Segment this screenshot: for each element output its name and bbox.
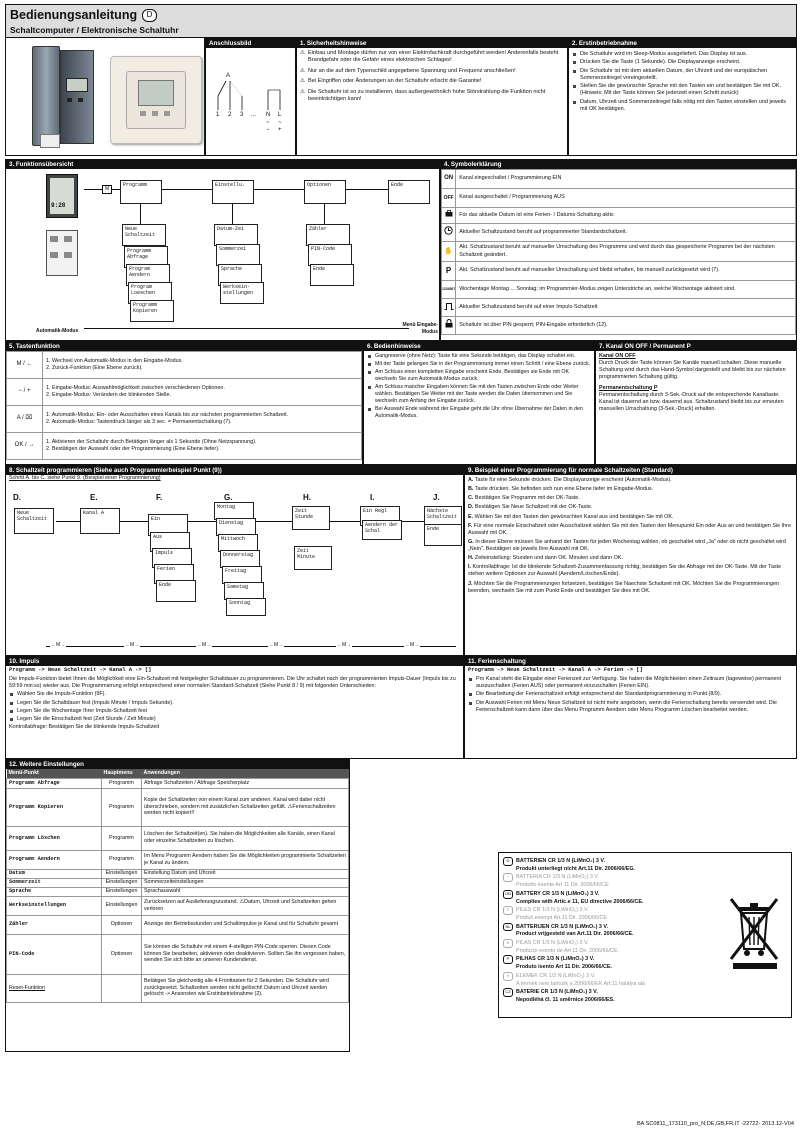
menu-box-einstellungen: Einstellu. bbox=[212, 180, 254, 204]
symbol-row: 1234567 Wochentage Montag ... Sonntag; im Programmier-Modus zeigen Unterstriche an, welche Wochentage aktiviert sind. bbox=[442, 281, 796, 299]
screen-g-day: Mittwoch bbox=[218, 534, 258, 552]
first-start-item: Drücken Sie die Taste (1 Sekunde). Die Displayanzeige erscheint. bbox=[572, 59, 793, 66]
permanent-text: Permanentschaltung durch 3-Sek.-Druck auf die entsprechende Kanaltaste. Kanal ist dauernd an bzw. dauernd aus. Schaltzustand bleibt bis zur erneuten manuellen Umschaltung (3-Sek.-Druck) erhalten. bbox=[599, 391, 784, 412]
sign-minus: − bbox=[266, 127, 270, 133]
wiring-diagram bbox=[206, 48, 295, 156]
note-item: Gangreserve (ohne Netz): Taste für eine Sekunde betätigen, das Display schaltet ein. bbox=[367, 353, 591, 360]
din-rail-device-front bbox=[60, 50, 94, 144]
m-key[interactable] bbox=[50, 236, 58, 242]
step-e: E. bbox=[90, 493, 98, 502]
lang-badge: D bbox=[142, 9, 158, 22]
step-h: H. bbox=[303, 493, 311, 502]
battery-row: CZ BATERIE CR 1/3 N (LiMnO₂) 3 V. Nepodléhá čl. 11 směrnice 2006/66/ES. bbox=[503, 988, 723, 1003]
section-first-start-title: 2. Erstinbetriebnahme bbox=[569, 39, 796, 48]
terminal-3: 3 bbox=[240, 112, 244, 118]
warning-icon: ⚠ bbox=[300, 78, 306, 85]
country-badge: CZ bbox=[503, 988, 513, 997]
permanent-subtitle: Permanentschaltung P bbox=[599, 384, 658, 391]
return-arrow-m: ←M→ bbox=[405, 642, 420, 648]
plus-key[interactable] bbox=[64, 252, 72, 258]
section-operation-notes bbox=[363, 341, 595, 465]
key-row: OK / → 1. Aktivieren der Schaltuhr durch Betätigen länger als 1 Sekunde (Ohne Netzspannung). 2. Bestätigen der Auswahl oder der Programmierung (Eine Ebene tiefer). bbox=[7, 433, 362, 460]
settings-row: Sommerzeit Einstellungen Sommerzeiteinstellungen bbox=[7, 878, 349, 887]
settings-table bbox=[6, 769, 349, 1003]
m-label: M bbox=[102, 185, 112, 194]
screen-d: Neue Schaltzeit bbox=[14, 508, 54, 534]
key-row: M / ← 1. Wechsel von Automatik-Modus in den Eingabe-Modus. 2. Zurück-Funktion (Eine Ebene zurück). bbox=[7, 352, 362, 379]
screen-g-day: Freitag bbox=[222, 566, 262, 584]
example-step: B. Taste drücken. Sie befinden sich nun eine Ebene tiefer im Eingabe-Modus. bbox=[468, 486, 654, 493]
step-g: G. bbox=[224, 493, 233, 502]
section-first-start bbox=[568, 38, 797, 156]
minus-key[interactable] bbox=[50, 252, 58, 258]
step-f: F. bbox=[156, 493, 163, 502]
safety-item: ⚠ Bei Eingriffen oder Änderungen an der Schaltuhr erlischt die Garantie! bbox=[300, 78, 482, 85]
country-badge: E bbox=[503, 939, 513, 948]
battery-row: H ELEMEK CR 1/3 N (LiMnO₂) 3 V. A termék nem tartozik a 2006/66/EK Art.11 hatálya alá bbox=[503, 972, 723, 987]
screen-f-ferien: Ferien bbox=[154, 564, 194, 584]
terminal-1: 1 bbox=[216, 112, 220, 118]
settings-header-row bbox=[7, 769, 349, 778]
battery-row: F PILES CR 1/3 N (LiMnO₂) 3 V. Produit exempt Art.11 Dir. 2006/66/CE. bbox=[503, 906, 723, 921]
screen-f-ende: Ende bbox=[156, 580, 196, 602]
warning-icon: ⚠ bbox=[300, 50, 306, 56]
channel-subtitle: Kanal ON OFF bbox=[599, 353, 636, 359]
battery-row: I BATTERIA CR 1/3 N (LiMnO₂) 3 V. Prodotto esente Art 11 Dir. 2006/66/CE bbox=[503, 873, 723, 888]
key-channel-icon: A / ⌧ bbox=[7, 406, 43, 433]
screen-h: Zeit Stunde bbox=[292, 506, 330, 530]
menu-box-ende: Ende bbox=[388, 180, 430, 204]
section-impulse bbox=[5, 656, 464, 759]
submenu-zaehler: Zähler bbox=[306, 224, 350, 246]
section-safety-title: 1. Sicherheitshinweise bbox=[297, 39, 567, 48]
screen-i: Ein Regl bbox=[360, 506, 400, 526]
example-step: F. Für eine normale Einschaltzeit oder Ausschaltzeit wählen Sie mit den Tasten den Menupunkt Ein oder Aus an und bestätigen Sie Ihre Auswahl mit OK. bbox=[468, 522, 791, 536]
lock-icon bbox=[442, 317, 456, 335]
screen-f-aus: Aus bbox=[150, 532, 190, 552]
note-item: Am Schluss mancher Eingaben können Sie mit den Tasten zwischen Ende oder Weiter wählen. Bestätigen Sie Weiter mit der Taste werden die Daten übernommen und Sie wechseln zum Anfang der Eingabe zurück. bbox=[367, 384, 591, 405]
impulse-item: Legen Sie die Schaltdauer fest (Impuls Minute / Impuls Sekunde). bbox=[9, 700, 460, 707]
symbol-row: OFF Kanal ausgeschaltet / Programmierung AUS bbox=[442, 189, 796, 208]
section-symbols-title: 4. Symbolerklärung bbox=[441, 160, 796, 169]
country-badge: I bbox=[503, 873, 513, 882]
keys-table bbox=[6, 351, 362, 460]
settings-row: Programm Löschen Programm Löschen der Schaltzeit(en). Sie haben die Möglichkeiten alle Kanäle, einen Kanal oder einzelne Schaltzeiten zu löschen. bbox=[7, 826, 349, 850]
submenu-programm-kopieren: Programm Kopieren bbox=[130, 300, 174, 322]
impulse-item: Wählen Sie die Impuls-Funktion (9F). bbox=[9, 691, 460, 698]
section-channel-title: 7. Kanal ON OFF / Permanent P bbox=[596, 342, 796, 351]
section-holiday-title: 11. Ferienschaltung bbox=[465, 657, 796, 666]
screen-g: Montag bbox=[214, 502, 254, 520]
return-arrow-m: ←M→ bbox=[197, 642, 212, 648]
sign-l-ac: ~ bbox=[278, 120, 282, 126]
terminal-l: L bbox=[278, 112, 282, 118]
first-start-item: Stellen Sie die gewünschte Sprache mit den Tasten ein und bestätigen Sie mit OK. (Hinweis: Mit der Taste können Sie jederzeit einen Schritt zurück) bbox=[572, 83, 793, 98]
submenu-programm-abfrage: Programm Abfrage bbox=[124, 246, 168, 268]
programming-subtitle: Schritt A. bis C. siehe Punkt 9. (Beispiel einer Programmierung) bbox=[9, 475, 161, 481]
screen-h-minute: Zeit Minute bbox=[294, 546, 332, 570]
mode-right-label: Menü Eingabe-Modus bbox=[402, 322, 438, 335]
warning-icon: ⚠ bbox=[300, 67, 306, 74]
settings-row: Sprache Einstellungen Sprachauswahl bbox=[7, 887, 349, 896]
step-j: J. bbox=[433, 493, 440, 502]
section-example bbox=[464, 465, 797, 656]
wiring-letter-a: A bbox=[226, 73, 231, 79]
return-arrow-m: ←M→ bbox=[51, 642, 66, 648]
section-keys-title: 5. Tastenfunktion bbox=[6, 342, 362, 351]
safety-item: ⚠ Die Schaltuhr ist so zu installieren, dass außergewöhnlich hohe Störstrahlung die Funktion nicht beeinträchtigen kann! bbox=[300, 88, 546, 102]
device-photos bbox=[5, 38, 205, 156]
menu-box-programm: Programm bbox=[120, 180, 162, 204]
warning-icon: ⚠ bbox=[300, 88, 306, 95]
page-title: Bedienungsanleitung bbox=[10, 8, 138, 22]
holiday-item: Die Bearbeitung der Ferienschaltzeit erfolgt entsprechend der Standardprogrammierung in Punkt (8/9). bbox=[468, 691, 793, 698]
note-item: Am Schluss einer kompletten Eingabe erscheint Ende. Bestätigen sie Ende mit OK wechseln Sie zum Automatik-Modus zurück. bbox=[367, 369, 591, 383]
terminal-n: N bbox=[266, 112, 271, 118]
ok-key[interactable] bbox=[64, 236, 72, 242]
symbol-row: Für das aktuelle Datum ist eine Ferien- / Datums-Schaltung aktiv. bbox=[442, 208, 796, 224]
section-impulse-title: 10. Impuls bbox=[6, 657, 463, 666]
section-holiday bbox=[464, 656, 797, 759]
country-badge: GB bbox=[503, 890, 513, 899]
submenu-werkseinstellungen: Werksein-stellungen bbox=[220, 282, 264, 304]
suitcase-icon bbox=[442, 208, 456, 224]
document-code: BA SC0811_173110_pro_N;DE,GB,FR,IT -22722- 2013.12-V04 bbox=[636, 1121, 794, 1127]
sign-plus: + bbox=[278, 127, 282, 133]
example-step: C. Bestätigen Sie Programm mit der OK-Taste. bbox=[468, 495, 580, 502]
pulse-icon bbox=[442, 299, 456, 317]
section-overview bbox=[5, 159, 440, 341]
section-symbols bbox=[440, 159, 797, 341]
section-keys bbox=[5, 341, 363, 465]
weekdays-icon: 1234567 bbox=[442, 281, 456, 299]
page-header bbox=[5, 4, 797, 38]
symbols-table bbox=[441, 169, 796, 335]
clock-icon bbox=[442, 224, 456, 242]
return-arrow-m: ←M→ bbox=[269, 642, 284, 648]
screen-e: Kanal A bbox=[80, 508, 120, 534]
screen-g-day: Dienstag bbox=[216, 518, 256, 536]
battery-row: E PILAS CR 1/3 N (LiMnO₂) 3 V. Producto exento de Art.11 Dir. 2006/66/CE. bbox=[503, 939, 723, 954]
section-programming-title: 8. Schaltzeit programmieren (Siehe auch Programmierbeispiel Punkt (9)) bbox=[6, 466, 463, 475]
battery-info-box bbox=[498, 852, 792, 1018]
safety-item: ⚠ Einbau und Montage dürfen nur von einer Elektrofachkraft durchgeführt werden! Anderenfalls besteht Brandgefahr oder die Gefahr eines elektrischen Schlages! bbox=[300, 50, 559, 64]
col-header-app: Anwendungen bbox=[143, 769, 180, 776]
section-safety bbox=[296, 38, 568, 156]
battery-row: NL BATTERIJEN CR 1/3 N (LiMnO₂) 3 V. Product vrijgesteld van Art.11 Dir. 2006/66/CE. bbox=[503, 923, 723, 938]
example-step: J. Möchten Sie die Programmierungen fortsetzen, bestätigen Sie Naechste Schaltzeit mit OK. Möchten Sie die Programmierungen beenden, wechseln Sie mit zum Punkt Ende und bestätigen Sie dies mit OK. bbox=[468, 580, 780, 594]
settings-row: Programm Aendern Programm Im Menu Programm Aendern haben Sie die Möglichkeiten programmierte Schaltzeiten je Kanal zu ändern. bbox=[7, 850, 349, 869]
battery-row: GB BATTERY CR 1/3 N (LiMnO₂) 3 V. Complies with Artic.e 11, EU directive 2006/66/CE. bbox=[503, 890, 723, 905]
country-badge: P bbox=[503, 955, 513, 964]
col-header-menu: Menü-Punkt bbox=[8, 769, 39, 776]
din-rail-device bbox=[32, 46, 60, 146]
impulse-item: Legen Sie die Einschaltzeit fest (Zeit Stunde / Zeit Minute) bbox=[9, 716, 460, 723]
settings-row: Datum Einstellungen Einstellung Datum und Uhrzeit bbox=[7, 869, 349, 878]
screen-f-impuls: Impuls bbox=[152, 548, 192, 568]
sign-n-ac: ~ bbox=[266, 120, 270, 126]
settings-row: Reset-Funktion Betätigen Sie gleichzeitig alle 4 Fronttasten für 2 Sekunden. Die Schaltuhr wird zurückgesetzt. Schaltzeiten werden nicht gelöscht! Datum und Uhrzeit werden gelöscht -> Ansonsten wie Erstinbetriebnahme (2). bbox=[7, 974, 349, 1002]
section-connection bbox=[205, 38, 296, 156]
holiday-item: Die Auswahl Ferien mit Menu Neue Schaltzeit ist nicht mehr angeboten, wenn die Ferienschaltung bereits verwendet wird. Die Ferienschaltzeit kann dann über das Menu Programm Aendern oder Menu Programm Löschen bearbeitet werden. bbox=[468, 700, 793, 714]
key-m-icon: M / ← bbox=[7, 352, 43, 379]
screen-g-day: Sonntag bbox=[226, 598, 266, 616]
symbol-row: Aktueller Schaltzustand beruht auf einer Impuls-Schaltzeit bbox=[442, 299, 796, 317]
submenu-sprache: Sprache bbox=[218, 264, 262, 286]
submenu-sommerzeit: Sommerzei bbox=[216, 244, 260, 266]
submenu-neue-schaltzeit: Neue Schaltzeit bbox=[122, 224, 166, 246]
example-step: D. Bestätigen Sie Neue Schaltzeit mit der OK-Taste. bbox=[468, 504, 593, 511]
battery-row: D BATTERIEN CR 1/3 N (LiMnO₂) 3 V. Produkt unterliegt nicht Art.11 Dir. 2006/66/EG. bbox=[503, 857, 723, 872]
screen-g-day: Donnerstag bbox=[220, 550, 260, 568]
example-step: E. Wählen Sie mit den Tasten den gewünschten Kanal aus und bestätigen Sie mit OK. bbox=[468, 513, 674, 520]
country-badge: D bbox=[503, 857, 513, 866]
permanent-icon: P bbox=[442, 262, 456, 281]
screen-j-ende: Ende bbox=[424, 524, 462, 546]
submenu-programm-loeschen: Program Loeschen bbox=[128, 282, 172, 304]
menu-box-optionen: Optionen bbox=[304, 180, 346, 204]
example-step: H. Zeiteinstellung: Stunden und dann OK. Minuten und dann OK. bbox=[468, 555, 623, 562]
section-example-title: 9. Beispiel einer Programmierung für normale Schaltzeiten (Standard) bbox=[465, 466, 796, 475]
impulse-path: Programm -> Neue Schaltzeit -> Kanal A -> [] bbox=[9, 667, 152, 673]
section-overview-title: 3. Funktionsübersicht bbox=[6, 160, 439, 169]
battery-row: P PILHAS CR 1/3 N (LiMnO₂) 3 V. Produto isento Art 11 Dir. 2006/66/CE. bbox=[503, 955, 723, 970]
section-operation-notes-title: 6. Bedienhinweise bbox=[364, 342, 594, 351]
symbol-row: ✋ Akt. Schaltzustand beruht auf manueller Umschaltung des Programms und wird durch das gespeicherte Programm bei der nächsten Schaltzeit geändert. bbox=[442, 242, 796, 262]
country-badge: NL bbox=[503, 923, 513, 932]
section-programming bbox=[5, 465, 464, 656]
symbol-row: Aktueller Schaltzustand beruht auf programmierter Standardschaltzeit. bbox=[442, 224, 796, 242]
impulse-item: Legen Sie die Wochentage Ihrer Impuls-Schaltzeit fest bbox=[9, 708, 460, 715]
on-icon: ON bbox=[442, 170, 456, 189]
screen-j: Nächste Schaltzeit bbox=[424, 506, 462, 528]
settings-row: Werkseinstellungen Einstellungen Zurücksetzen auf Auslieferungszustand. ⚠Datum, Uhrzeit und Schaltzeiten gehen verloren bbox=[7, 896, 349, 915]
col-header-main: Hauptmenu bbox=[103, 769, 133, 776]
screen-i-aendern: Aendern der Schal bbox=[362, 520, 402, 540]
submenu-programm-aendern: Program Aendern bbox=[126, 264, 170, 286]
submenu-datum: Datum-Zei bbox=[214, 224, 258, 246]
first-start-item: Die Schaltuhr wird im Sleep-Modus ausgeliefert. Das Display ist aus. bbox=[572, 51, 793, 58]
note-item: Mit der Taste gelangen Sie in der Programmierung immer einen Schritt / eine Ebene zurück. bbox=[367, 361, 591, 368]
terminal-dots: ... bbox=[251, 112, 257, 118]
symbol-row: Schaltuhr ist über PIN gesperrt; PIN-Eingabe erforderlich (12). bbox=[442, 317, 796, 335]
first-start-item: Die Schaltuhr ist mit dem aktuellen Datum, der Uhrzeit und der europäischen Sommerzeitregel voreingestellt. bbox=[572, 68, 793, 83]
example-step: A. Taste für eine Sekunde drücken. Die Displayanzeige erscheint (Automatik-Modus). bbox=[468, 477, 672, 483]
key-plusminus-icon: − / + bbox=[7, 379, 43, 406]
key-row: − / + 1. Eingabe-Modus: Auswahlmöglichkeit zwischen verschiedenen Optionen. 2. Eingabe-Modus: Verändern der blinkenden Stelle. bbox=[7, 379, 362, 406]
example-step: G. In dieser Ebene müssen Sie anhand der Tasten für jeden Wochentag wählen, ob geschaltet wird „Ja" oder ob nicht geschaltet wird „Nein". Bestätigen sie jeweils Ihre Auswahl mit OK. bbox=[468, 538, 786, 552]
section-settings-title: 12. Weitere Einstellungen bbox=[6, 760, 349, 769]
key-ok-icon: OK / → bbox=[7, 433, 43, 460]
mode-left-label: Automatik-Modus bbox=[36, 328, 79, 334]
settings-row: PIN-Code Optionen Sie können die Schaltuhr mit einem 4-stelligen PIN-Code sperren. Diesen Code können Sie bearbeiten, aktivieren oder deaktivieren. Sollten Sie ihn vergessen haben, wenden Sie sich bitte an unseren Kundendienst. bbox=[7, 934, 349, 974]
page-subtitle: Schaltcomputer / Elektronische Schaltuhr bbox=[10, 24, 179, 35]
submenu-ende: Ende bbox=[310, 264, 354, 286]
first-start-item: Datum, Uhrzeit und Sommerzeitregel falls nötig mit den Tasten einstellen und jeweils mit OK bestätigen. bbox=[572, 99, 793, 114]
section-settings bbox=[5, 759, 350, 1052]
country-badge: F bbox=[503, 906, 513, 915]
example-step: I. Kontrollabfrage: Ist die blinkende Schaltzeit-Zusammenfassung richtig, bestätigen Sie die Abfrage mit der OK-Taste. Mit der Taste stehen weitere Optionen zur Auswahl (Aendern/Löschen/Ende). bbox=[468, 564, 782, 578]
screen-g-day: Samstag bbox=[224, 582, 264, 600]
section-connection-title: Anschlussbild bbox=[206, 39, 295, 48]
hand-icon: ✋ bbox=[442, 242, 456, 262]
terminal-2: 2 bbox=[228, 112, 232, 118]
return-arrow-m: ←M→ bbox=[125, 642, 140, 648]
device-time: 9:28 bbox=[51, 202, 66, 209]
settings-row: Programm Kopieren Programm Kopie der Schaltzeiten von einem Kanal zum anderen. Kanal wird dabei nicht überschrieben, sondern mit zusätzlichen Schaltzeiten gefüllt. ⚠Ferienschaltzeiten werden nicht kopiert!! bbox=[7, 788, 349, 826]
safety-item: ⚠ Nur an die auf dem Typenschild angegebene Spannung und Frequenz anschließen! bbox=[300, 67, 516, 74]
off-icon: OFF bbox=[442, 189, 456, 208]
section-channel bbox=[595, 341, 797, 465]
weee-bin-icon bbox=[725, 893, 785, 973]
country-badge: H bbox=[503, 972, 513, 981]
step-i: I. bbox=[370, 493, 375, 502]
symbol-row: P Akt. Schaltzustand beruht auf manueller Umschaltung und bleibt erhalten, bis manuell zurückgesetzt wird (7). bbox=[442, 262, 796, 281]
step-d: D. bbox=[13, 493, 21, 502]
impulse-text: Die Impuls-Funktion bietet Ihnen die Möglichkeit eine Ein-Schaltzeit mit festgelegter Schaltdauer zu programmieren. Die Uhr schaltet nach der programmierten Impuls-Dauer (Impuls bis zu 59:59 min:ss) wieder aus. Die Programmierung erfolgt entsprechend einer normalen Standard-Schaltzeit (Siehe Punkt 8 / 9) mit folgenden Unterschieden: bbox=[9, 676, 456, 690]
channel-text: Durch Druck der Taste können Sie Kanäle manuell schalten. Diese manuelle Schaltung wird durch das Hand-Symbol dargestellt und bleibt bis zur nächsten programmierten Schaltung gültig. bbox=[599, 360, 786, 381]
holiday-path: Programm -> Neue Schaltzeit -> Kanal A -> Ferien -> [] bbox=[468, 667, 643, 673]
holiday-item: Pro Kanal steht die Eingabe einer Ferienzeit zur Verfügung. Sie haben die Möglichkeiten einen Zeitraum (tageweise) permanent auszuschalten (Ferien AUS) oder permanent einzuschalten (Ferien EIN). bbox=[468, 676, 793, 690]
return-arrow-m: ←M→ bbox=[337, 642, 352, 648]
note-item: Bei Auswahl Ende während der Eingabe geht die Uhr ohne Übernahme der Daten in den Automatik-Modus. bbox=[367, 406, 591, 420]
settings-row: Programm Abfrage Programm Abfrage Schaltzeiten / Abfrage Speicherplatz bbox=[7, 778, 349, 788]
settings-row: Zähler Optionen Anzeige der Betriebsstunden und Schaltimpulse je Kanal und für Schaltuhr gesamt bbox=[7, 915, 349, 934]
key-row: A / ⌧ 1. Automatik-Modus: Ein- oder Ausschalten eines Kanals bis zur nächsten programmierten Schaltzeit. 2. Automatik-Modus: Tastendruck länger als 3 sec. = Permanentschaltung (7). bbox=[7, 406, 362, 433]
symbol-row: ON Kanal eingeschaltet / Programmierung EIN bbox=[442, 170, 796, 189]
impulse-footer: Kontrollabfrage: Bestätigen Sie die blinkende Impuls-Schaltzeit bbox=[9, 723, 160, 730]
submenu-pin-code: PIN-Code bbox=[308, 244, 352, 266]
screen-f: Ein bbox=[148, 514, 188, 536]
